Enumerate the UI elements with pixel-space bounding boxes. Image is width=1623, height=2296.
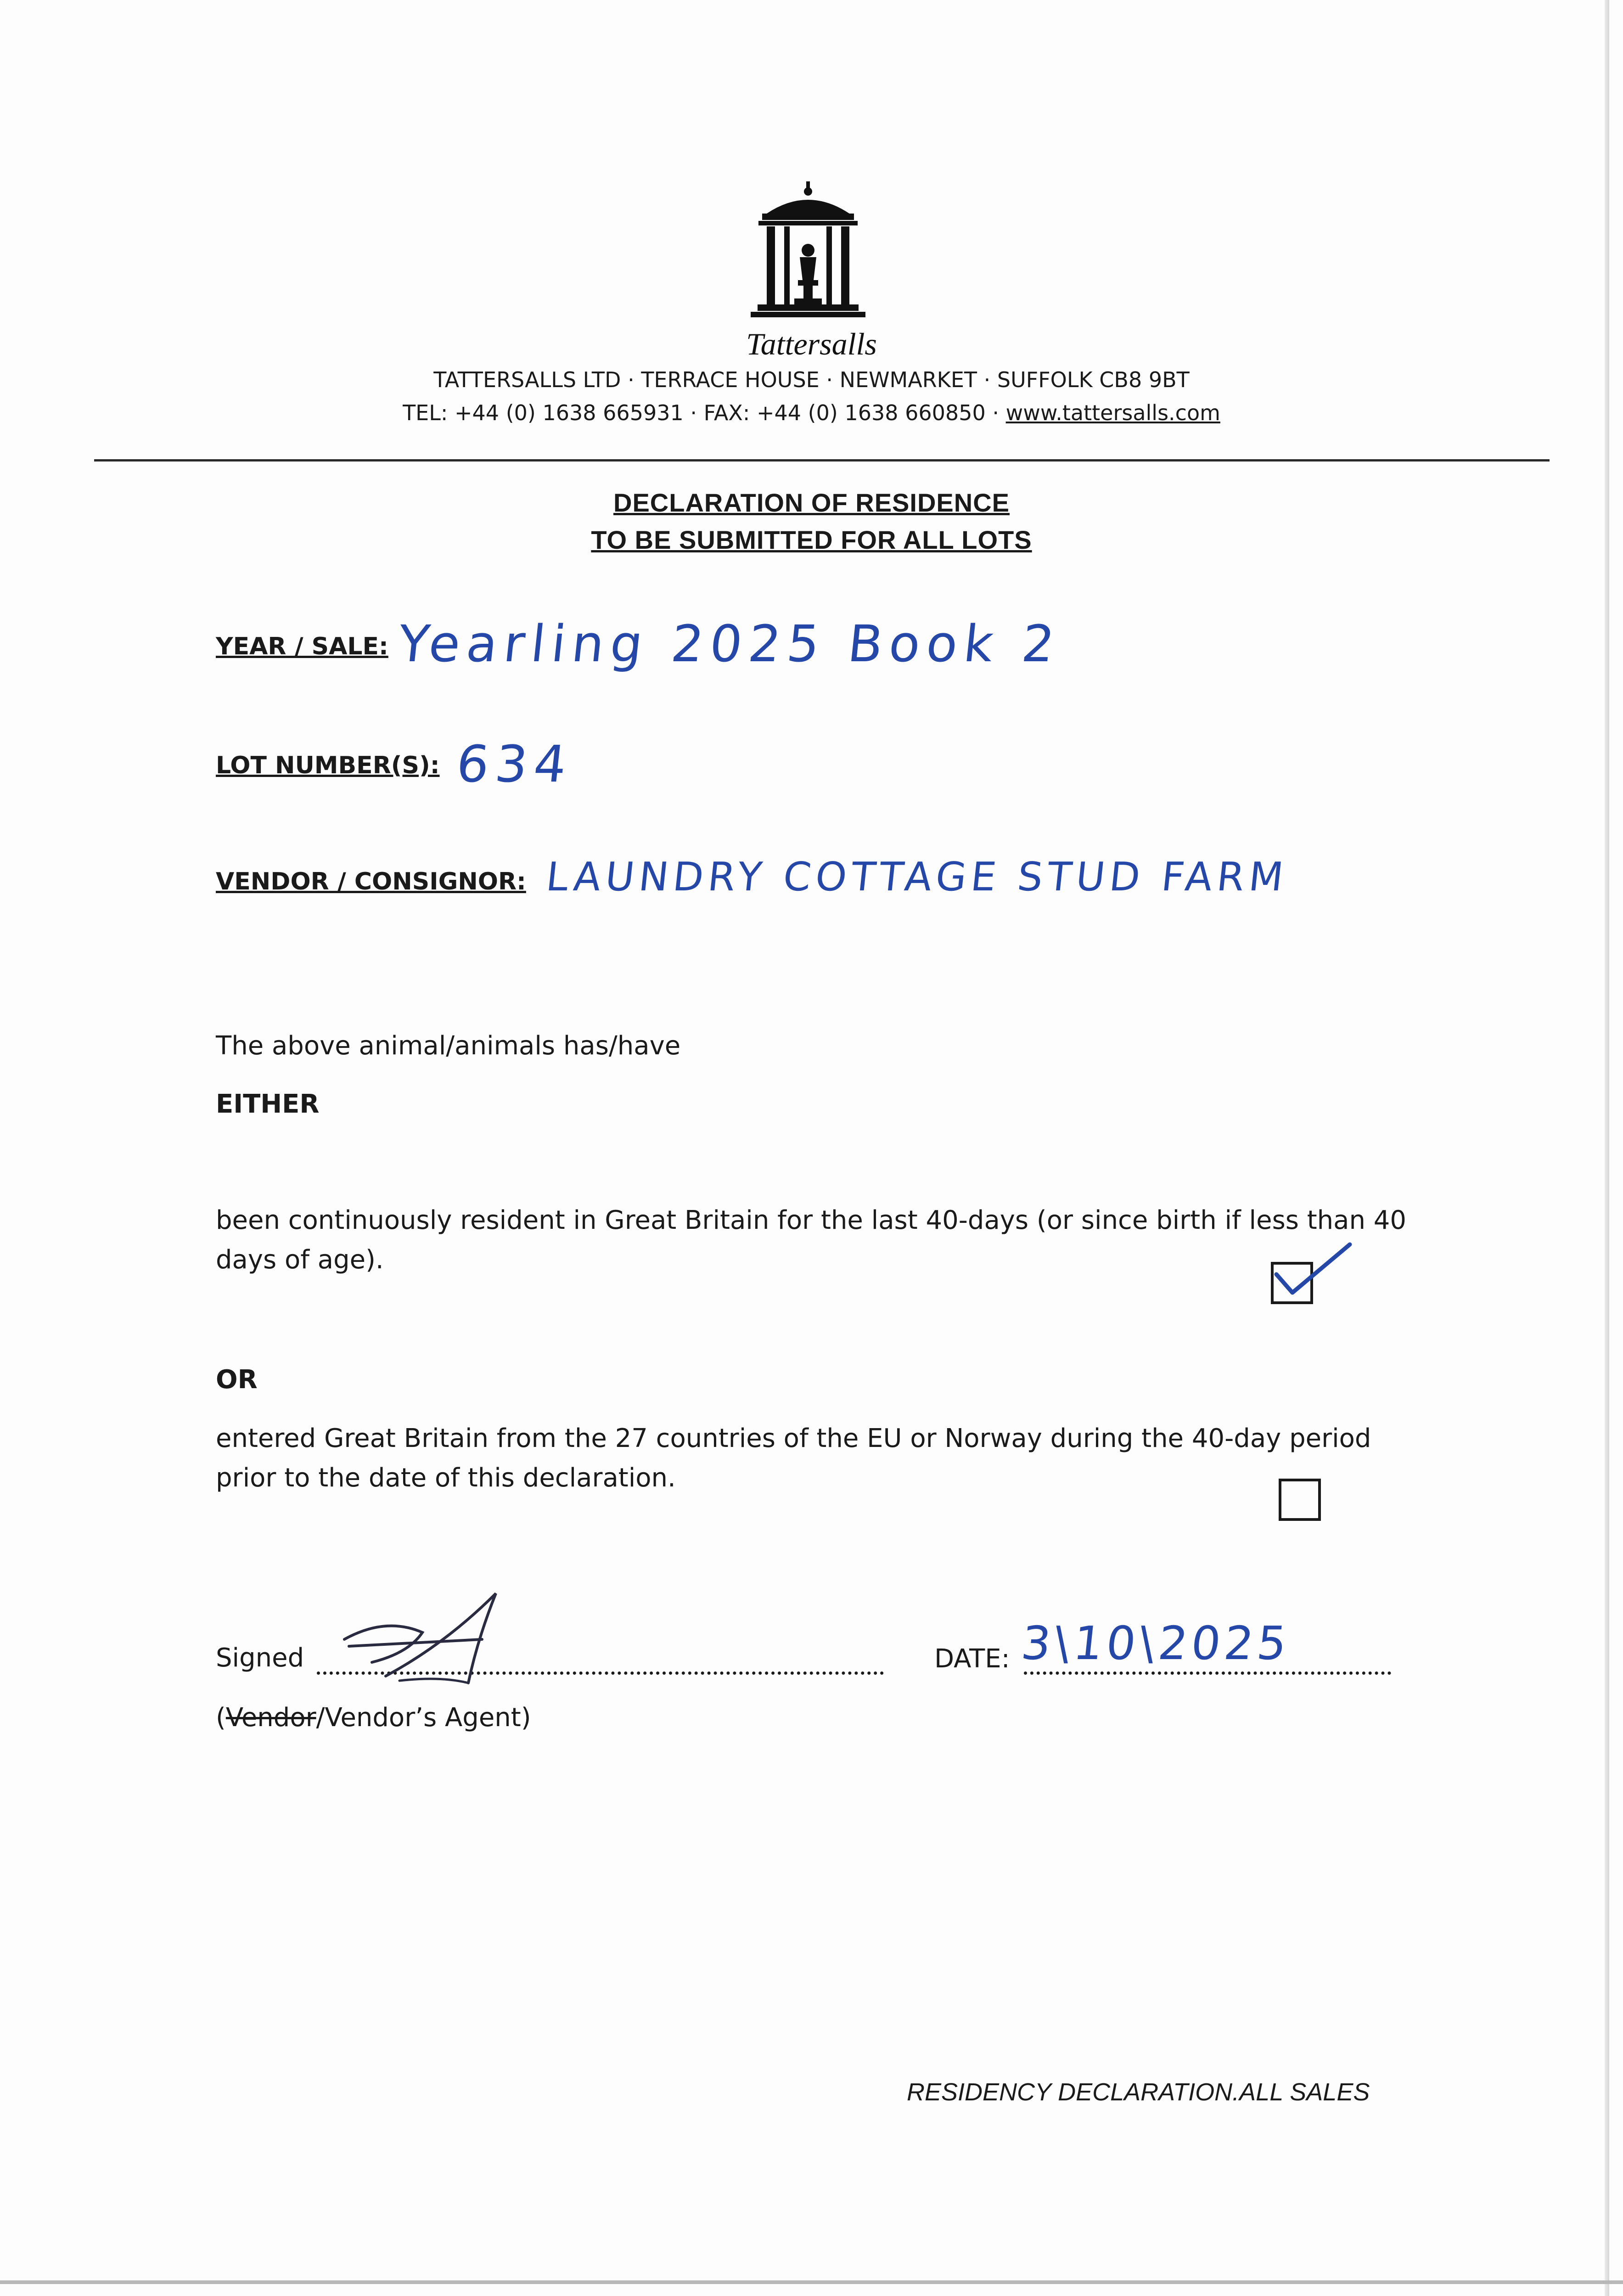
handwritten-signature[interactable]	[331, 1584, 505, 1694]
lot-number-value[interactable]: 634	[454, 735, 576, 793]
either-label: EITHER	[216, 1089, 320, 1119]
footer-reference: RESIDENCY DECLARATION.ALL SALES	[907, 2078, 1370, 2106]
signatory-role	[216, 1703, 531, 1733]
year-sale-label: YEAR / SALE:	[216, 633, 388, 660]
year-sale-value[interactable]: Yearling 2025 Book 2	[395, 614, 1064, 673]
contact-line	[0, 400, 1623, 425]
vendor-consignor-value[interactable]: LAUNDRY COTTAGE STUD FARM	[544, 854, 1290, 900]
role-open-paren: (	[216, 1703, 226, 1733]
document-title: DECLARATION OF RESIDENCE	[613, 488, 1010, 517]
scan-edge-bottom	[0, 2280, 1623, 2284]
date-label: DATE:	[934, 1644, 1010, 1674]
role-vendors-agent: /Vendor’s Agent)	[316, 1703, 531, 1733]
document-subtitle: TO BE SUBMITTED FOR ALL LOTS	[591, 525, 1032, 554]
date-value[interactable]: 3\10\2025	[1018, 1616, 1293, 1670]
signed-label: Signed	[216, 1643, 304, 1673]
header-divider	[94, 459, 1550, 461]
lot-number-label: LOT NUMBER(S):	[216, 752, 440, 779]
rotunda-statue-logo-icon	[748, 181, 868, 326]
option-continuous-residence: been continuously resident in Great Britain for the last 40-days (or since birth if less than 40 days of age).	[216, 1205, 1407, 1275]
checkmark-icon	[1272, 1240, 1354, 1304]
or-label: OR	[216, 1365, 258, 1395]
option-entered-from-eu: entered Great Britain from the 27 countries of the EU or Norway during the 40-day period prior to the date of this declaration.	[216, 1424, 1371, 1493]
website-link[interactable]: www.tattersalls.com	[1005, 400, 1220, 425]
date-line	[1024, 1671, 1391, 1675]
intro-text: The above animal/animals has/have	[216, 1031, 681, 1061]
vendor-consignor-label: VENDOR / CONSIGNOR:	[216, 868, 526, 895]
entered-from-eu-checkbox[interactable]	[1279, 1479, 1321, 1521]
brand-name: Tattersalls	[746, 326, 877, 361]
company-address: TATTERSALLS LTD · TERRACE HOUSE · NEWMARKET · SUFFOLK CB8 9BT	[433, 367, 1190, 392]
role-struck-vendor: Vendor	[225, 1703, 316, 1733]
contact-numbers: TEL: +44 (0) 1638 665931 · FAX: +44 (0) 1638 660850 ·	[403, 400, 1006, 425]
